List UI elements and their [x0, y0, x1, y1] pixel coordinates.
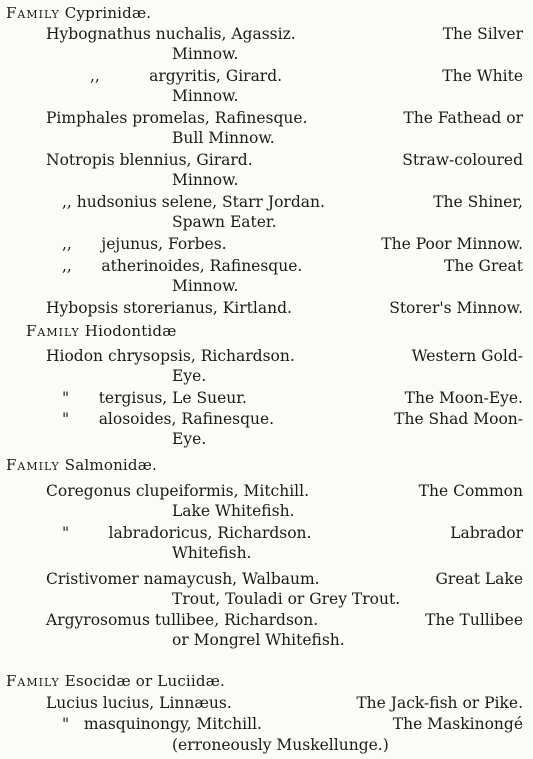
family-name: Hiodontidæ — [84, 322, 177, 340]
species-continuation: Eye. — [172, 430, 207, 448]
species-common: Labrador — [450, 524, 523, 542]
species-continuation: Lake Whitefish. — [172, 502, 295, 520]
species-scientific: Notropis blennius, Girard. — [46, 151, 253, 169]
species-common: The Moon-Eye. — [404, 389, 523, 407]
species-scientific: " labradoricus, Richardson. — [62, 524, 312, 542]
species-continuation: Whitefish. — [172, 544, 252, 562]
family-label: Family — [6, 4, 60, 22]
species-common: The Great — [444, 257, 523, 275]
species-continuation: Trout, Touladi or Grey Trout. — [172, 590, 401, 608]
family-name: Cyprinidæ. — [64, 4, 152, 22]
species-continuation: Spawn Eater. — [172, 213, 277, 231]
species-scientific: Cristivomer namaycush, Walbaum. — [46, 570, 320, 588]
species-scientific: ,, atherinoides, Rafinesque. — [62, 257, 303, 275]
species-common: The Common — [418, 482, 523, 500]
species-continuation: Minnow. — [172, 45, 239, 63]
species-common: The Silver — [442, 25, 523, 43]
species-continuation: Eye. — [172, 367, 207, 385]
species-continuation: Minnow. — [172, 171, 239, 189]
species-common: The Fathead or — [403, 109, 523, 127]
species-common: The Jack-fish or Pike. — [356, 694, 523, 712]
family-heading — [6, 456, 157, 474]
family-label: Family — [26, 322, 80, 340]
species-scientific: " masquinongy, Mitchill. — [62, 715, 262, 733]
species-scientific: ,, argyritis, Girard. — [90, 67, 283, 85]
species-common: Great Lake — [435, 570, 523, 588]
species-common: The Tullibee — [425, 611, 523, 629]
species-common: Straw-coloured — [402, 151, 523, 169]
species-scientific: " alosoides, Rafinesque. — [62, 410, 275, 428]
family-heading — [26, 322, 177, 340]
family-name: Esocidæ or Luciidæ. — [64, 672, 225, 690]
species-scientific: ,, hudsonius selene, Starr Jordan. — [62, 193, 325, 211]
species-scientific: ,, jejunus, Forbes. — [62, 235, 227, 253]
species-common: The Shad Moon- — [394, 410, 523, 428]
species-scientific: Argyrosomus tullibee, Richardson. — [46, 611, 319, 629]
species-scientific: " tergisus, Le Sueur. — [62, 389, 247, 407]
species-common: Storer's Minnow. — [389, 299, 523, 317]
species-scientific: Pimphales promelas, Rafinesque. — [46, 109, 308, 127]
family-heading — [6, 672, 225, 690]
species-scientific: Lucius lucius, Linnæus. — [46, 694, 232, 712]
species-continuation: Bull Minnow. — [172, 129, 275, 147]
species-continuation: Minnow. — [172, 277, 239, 295]
family-label: Family — [6, 672, 60, 690]
family-label: Family — [6, 456, 60, 474]
species-scientific: Hiodon chrysopsis, Richardson. — [46, 347, 295, 365]
species-continuation: Minnow. — [172, 87, 239, 105]
family-heading — [6, 4, 151, 22]
species-scientific: Coregonus clupeiformis, Mitchill. — [46, 482, 310, 500]
species-common: Western Gold- — [411, 347, 523, 365]
species-common: The Shiner, — [433, 193, 523, 211]
species-common: The Maskinongé — [392, 715, 523, 733]
species-continuation: or Mongrel Whitefish. — [172, 631, 345, 649]
species-scientific: Hybopsis storerianus, Kirtland. — [46, 299, 292, 317]
species-common: The Poor Minnow. — [381, 235, 523, 253]
species-scientific: Hybognathus nuchalis, Agassiz. — [46, 25, 296, 43]
family-name: Salmonidæ. — [64, 456, 157, 474]
species-continuation: (erroneously Muskellunge.) — [172, 736, 389, 754]
species-common: The White — [442, 67, 523, 85]
